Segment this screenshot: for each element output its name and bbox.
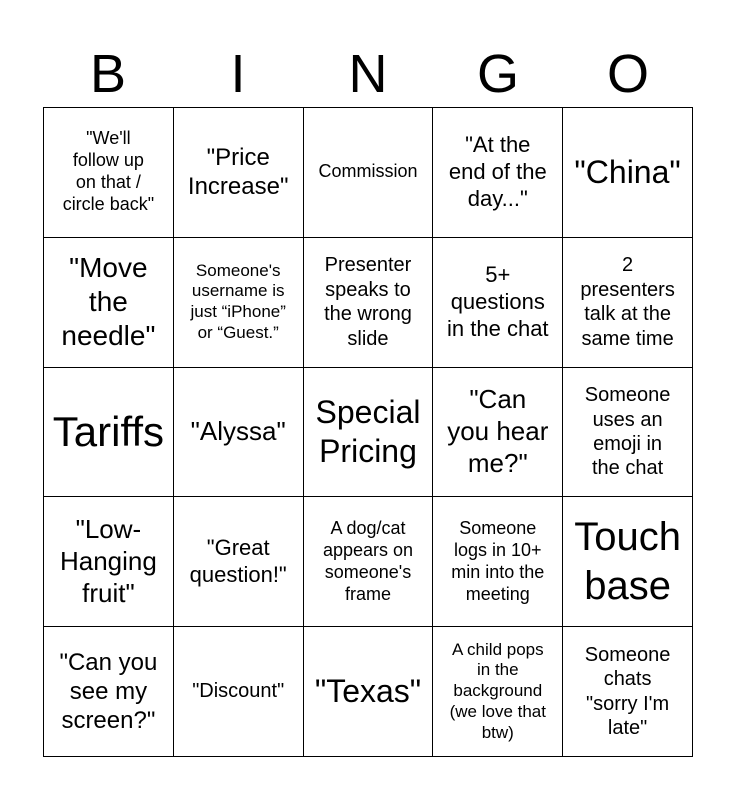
cell-text: Someone uses an emoji in the chat bbox=[584, 384, 671, 480]
bingo-cell[interactable] bbox=[563, 238, 693, 368]
bingo-cell[interactable] bbox=[433, 108, 563, 238]
cell-text: Someone logs in 10+ min into the meeting bbox=[451, 517, 545, 604]
bingo-cell[interactable] bbox=[304, 108, 434, 238]
cell-text: "Alyssa" bbox=[190, 416, 286, 447]
cell-text: "Can you hear me?" bbox=[447, 384, 549, 478]
cell-text: "We'll follow up on that / circle back" bbox=[62, 128, 155, 215]
cell-text: "China" bbox=[574, 153, 681, 190]
bingo-cell[interactable] bbox=[304, 627, 434, 757]
cell-text: Presenter speaks to the wrong slide bbox=[324, 254, 412, 350]
cell-text: Tariffs bbox=[52, 408, 165, 456]
bingo-cell[interactable] bbox=[174, 368, 304, 498]
bingo-cell[interactable] bbox=[174, 238, 304, 368]
bingo-cell[interactable] bbox=[563, 108, 693, 238]
header-letter-i: I bbox=[230, 44, 246, 104]
cell-text: "Low- Hanging fruit" bbox=[59, 514, 157, 608]
header-letter-g: G bbox=[476, 44, 519, 104]
cell-text: "Move the needle" bbox=[61, 251, 156, 352]
bingo-cell[interactable] bbox=[563, 627, 693, 757]
cell-text: "At the end of the day..." bbox=[448, 132, 547, 211]
cell-text: Someone chats "sorry I'm late" bbox=[584, 643, 671, 739]
cell-text: "Can you see my screen?" bbox=[59, 648, 158, 735]
cell-text: A child pops in the background (we love that btw) bbox=[449, 639, 546, 742]
bingo-cell[interactable] bbox=[563, 497, 693, 627]
bingo-cell[interactable] bbox=[433, 497, 563, 627]
cell-text: 2 presenters talk at the same time bbox=[580, 254, 675, 350]
bingo-cell[interactable] bbox=[304, 368, 434, 498]
cell-text: "Price Increase" bbox=[187, 144, 289, 201]
bingo-cell[interactable] bbox=[433, 368, 563, 498]
header-letter-o: O bbox=[606, 44, 649, 104]
bingo-cell[interactable] bbox=[44, 627, 174, 757]
bingo-cell[interactable] bbox=[44, 497, 174, 627]
bingo-cell[interactable] bbox=[563, 368, 693, 498]
bingo-cell[interactable] bbox=[44, 108, 174, 238]
bingo-cell[interactable] bbox=[304, 238, 434, 368]
header-letter-b: B bbox=[89, 44, 127, 104]
bingo-cell[interactable] bbox=[304, 497, 434, 627]
bingo-header bbox=[43, 40, 693, 108]
bingo-cell[interactable] bbox=[44, 238, 174, 368]
cell-text: "Great question!" bbox=[189, 534, 287, 587]
cell-text: "Discount" bbox=[192, 680, 285, 703]
cell-text: Someone's username is just “iPhone” or “Guest.” bbox=[190, 260, 286, 342]
cell-text: Touch base bbox=[574, 514, 681, 608]
cell-text: "Texas" bbox=[314, 673, 422, 710]
cell-text: Commission bbox=[318, 161, 418, 182]
bingo-cell[interactable] bbox=[433, 627, 563, 757]
cell-text: A dog/cat appears on someone's frame bbox=[322, 517, 414, 604]
cell-text: 5+ questions in the chat bbox=[447, 261, 549, 341]
cell-text: Special Pricing bbox=[315, 393, 421, 469]
bingo-cell[interactable] bbox=[174, 497, 304, 627]
bingo-cell[interactable] bbox=[174, 627, 304, 757]
bingo-cell[interactable] bbox=[174, 108, 304, 238]
bingo-cell[interactable] bbox=[44, 368, 174, 498]
header-letter-n: N bbox=[348, 44, 388, 104]
bingo-card-grid bbox=[43, 107, 693, 757]
bingo-cell[interactable] bbox=[433, 238, 563, 368]
